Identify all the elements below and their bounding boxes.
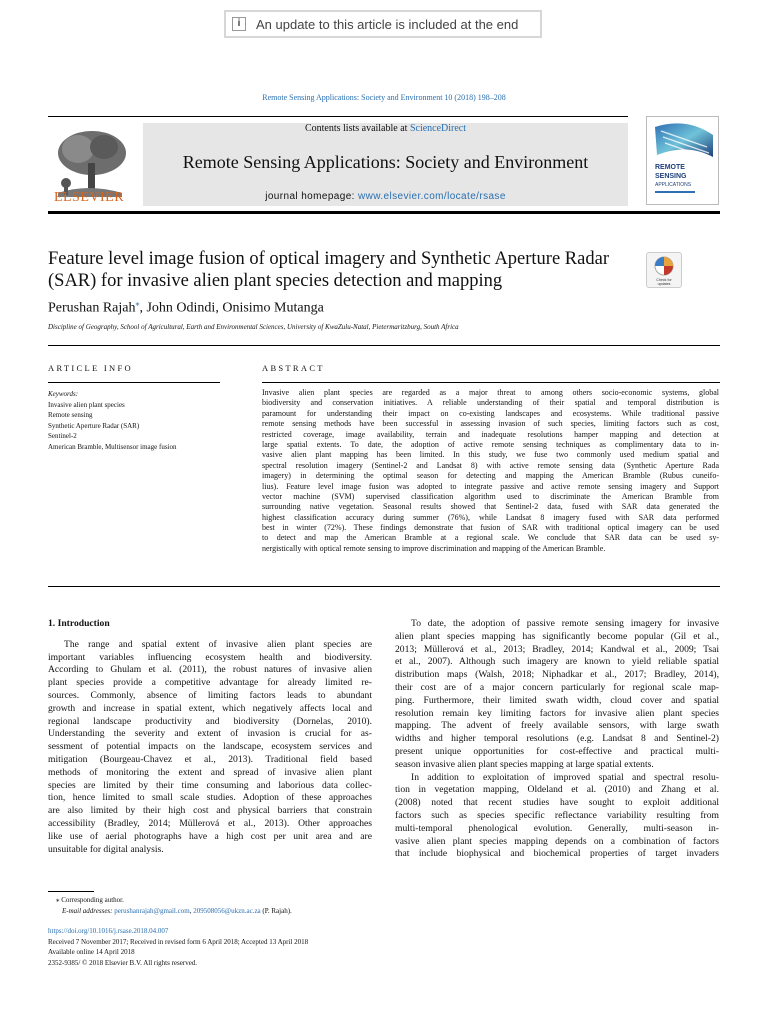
keywords-block	[48, 389, 177, 453]
journal-homepage-link[interactable]: www.elsevier.com/locate/rsase	[358, 191, 506, 202]
abstract-rule	[262, 382, 720, 383]
email-link[interactable]: 209508056@ukzn.ac.za	[193, 906, 261, 915]
body-text-line: resolution remain key limiting factors for invasive alien plant species	[395, 707, 719, 719]
body-text-line: sources. Commonly, absence of limiting factors leads to abundant	[48, 689, 372, 701]
abstract-line: restricted coverage, image availability, terrain and inadequate resolutions hamper mapping and detection at	[262, 429, 719, 439]
received-dates: Received 7 November 2017; Received in revised form 6 April 2018; Accepted 13 April 2018	[48, 937, 309, 946]
abstract-line: vector machine (SVM) supervised classification algorithm used to discriminate the American Bramble from	[262, 491, 719, 501]
body-text-line: In addition to exploitation of improved spatial and spectral resolu-	[411, 771, 719, 783]
body-text-line: mapping. The advent of freely available sensors, with large swath	[395, 720, 719, 732]
body-text-line: their cost are of a major concern particularly for regional scale map-	[395, 681, 719, 693]
body-text-line: are also limited by their high cost and physical barriers that constrain	[48, 805, 372, 817]
abstract-heading: ABSTRACT	[262, 363, 325, 373]
body-text-line: tion in vegetation mapping, Oldeland et al. (2010) and Zhang et al.	[395, 784, 719, 796]
right-column-text	[395, 618, 719, 861]
keyword: Remote sensing	[48, 411, 93, 420]
abstract-bottom-rule	[48, 586, 720, 587]
abstract-line: vasive alien plant mapping has been limited. In this study, we fuse two commonly used medium spatial and	[262, 450, 719, 460]
body-text-line: like use of aerial photographs have a high cost per unit area and are	[48, 830, 372, 842]
body-text-line: To date, the adoption of passive remote sensing imagery for invasive	[411, 618, 719, 629]
journal-cover-thumbnail[interactable]	[646, 116, 719, 205]
keyword: Synthetic Aperture Radar (SAR)	[48, 421, 140, 430]
abstract-line: paramount for understanding their impact on co-existing landscapes and ecosystems. While traditional passive	[262, 408, 719, 418]
email-link[interactable]: perushanrajah@gmail.com	[114, 906, 190, 915]
affiliation: Discipline of Geography, School of Agricultural, Earth and Environmental Sciences, University of KwaZulu-Natal, Pietermaritzburg, South Africa	[48, 323, 459, 331]
body-text-line: The range and spatial extent of invasive alien plant species are	[64, 638, 372, 650]
keyword: Invasive alien plant species	[48, 400, 125, 409]
body-text-line: distribution maps (Walsh, 2018; Niphadkar et al., 2017; Bradley, 2014),	[395, 669, 719, 681]
abstract-line: nergistically with optical remote sensing to improve discrimination and mapping of the American Bramble.	[262, 543, 606, 553]
keywords-label: Keywords:	[48, 390, 79, 398]
body-text-line: 2013; Müllerová et al., 2013; Bradley, 2014; Kandwal et al., 2009; Tsai	[395, 643, 719, 655]
abstract-line: imagery) in determining the optimal season for detecting and mapping the American Bramble (Rubus cuneifo-	[262, 471, 719, 481]
body-text-line: plant species provide a competitive advantage for already limited re-	[48, 677, 372, 689]
body-text-line: important variables influencing ecosystem health and biodiversity.	[48, 651, 372, 663]
crossmark-icon	[647, 253, 681, 287]
publisher-name: ELSEVIER	[53, 190, 125, 205]
body-column-left	[48, 618, 372, 856]
abstract-line: highest classification accuracy during summer (76%), while Landsat 8 imagery fused with SAR data performed	[262, 512, 719, 522]
check-for-updates-button[interactable]	[646, 252, 682, 288]
publication-info	[48, 926, 308, 968]
author[interactable]: John Odindi	[146, 300, 216, 316]
journal-masthead	[143, 123, 628, 206]
body-text-line: vasive alien plant species mapping depends on a combination of factors	[395, 835, 719, 847]
masthead-top-rule	[48, 116, 628, 117]
svg-text:SENSING: SENSING	[655, 173, 687, 180]
article-info-heading: ARTICLE INFO	[48, 363, 133, 373]
corresponding-author-mark[interactable]: ⁎	[135, 299, 140, 308]
email-line: E-mail addresses: perushanrajah@gmail.com, 209508056@ukzn.ac.za (P. Rajah).	[62, 906, 292, 915]
author[interactable]: Perushan Rajah	[48, 300, 136, 316]
body-text-line: (2008) noted that recent studies have sought to exploit additional	[395, 797, 719, 809]
update-banner-text: An update to this article is included at the end	[256, 16, 519, 32]
corresponding-author-note: ⁎ Corresponding author.	[56, 896, 124, 904]
keyword: Sentinel-2	[48, 432, 77, 441]
header-rule	[48, 345, 720, 346]
masthead-bottom-rule	[48, 211, 720, 214]
body-text-line: present unique opportunities for cost-effective and practical multi-	[395, 745, 719, 757]
available-online: Available online 14 April 2018	[48, 948, 135, 957]
svg-text:Check for: Check for	[656, 278, 672, 282]
update-banner[interactable]	[224, 10, 542, 38]
svg-text:REMOTE: REMOTE	[655, 164, 685, 171]
author-list: Perushan Rajah⁎, John Odindi, Onisimo Mutanga	[48, 299, 324, 316]
abstract-line: surrounding native vegetation. Seasonal results showed that Sentinel-2 data, fused with SAR data generated the	[262, 502, 719, 512]
body-text-line: ping. Furthermore, their limited swath width, cloud cover and spatial	[395, 694, 719, 706]
keyword: American Bramble, Multisensor image fusion	[48, 442, 177, 451]
contents-line: Contents lists available at ScienceDirect	[304, 123, 467, 134]
body-text-line: mitigation (Bourgeau-Chavez et al., 2013). Traditional field based	[48, 753, 372, 765]
sciencedirect-link[interactable]: ScienceDirect	[409, 123, 467, 134]
journal-title: Remote Sensing Applications: Society and Environment	[182, 152, 589, 172]
body-text-line: species are limited by their time consuming and laborious data collec-	[48, 779, 372, 791]
body-text-line: widths and higher temporal resolutions (e.g. Landsat 8 and Sentinel-2)	[395, 733, 719, 745]
article-title: Feature level image fusion of optical imagery and Synthetic Aperture Radar (SAR) for invasive alien plant species detection and mapping	[48, 249, 609, 291]
body-text-line: season invasive alien plant species mapping at large spatial extents.	[395, 758, 654, 770]
section-heading-introduction: 1. Introduction	[48, 618, 110, 629]
body-text-line: alien plant species mapping has significantly become popular (Gil et al.,	[395, 630, 719, 642]
body-text-line: that include biophysical and biochemical properties of target invaders	[395, 848, 719, 860]
body-text-line: methods of monitoring the extent and spread of invasive alien plant	[48, 766, 372, 778]
doi-link[interactable]: https://doi.org/10.1016/j.rsase.2018.04.007	[48, 927, 169, 935]
footnotes	[48, 895, 292, 916]
abstract-line: best in winter (72%). These findings demonstrate that fusion of SAR with traditional optical imagery can be used	[262, 523, 719, 533]
body-text-line: multi-temporal phenological evolution. Generally, multi-season in-	[395, 822, 719, 834]
body-text-line: growth and increase in spatial extent, which negatively affects local and	[48, 702, 372, 714]
body-text-line: accessibility (Bradley, 2014; Müllerová et al., 2013). Other approaches	[48, 817, 372, 829]
journal-cover-art-icon	[647, 117, 718, 204]
body-text-line: unsuitable for digital analysis.	[48, 843, 164, 855]
abstract-line: large spatial extents. To date, the adoption of active remote sensing techniques as complimentary data to in-	[262, 439, 719, 449]
article-info-rule	[48, 382, 220, 383]
footnote-rule	[48, 891, 94, 892]
body-text-line: According to Ghulam et al. (2011), the robust natures of invasive alien	[48, 664, 372, 676]
author[interactable]: Onisimo Mutanga	[222, 300, 324, 316]
journal-homepage-line: journal homepage: www.elsevier.com/locate/rsase	[265, 191, 506, 202]
body-text-line: Understanding the severity and extent of invasion is crucial for as-	[48, 728, 372, 740]
body-text-line: et al., 2007). Although such imagery are known to yield reliable spatial	[395, 656, 719, 668]
journal-reference[interactable]: Remote Sensing Applications: Society and Environment 10 (2018) 198–208	[262, 93, 506, 102]
abstract-line: remote sensing methods have been successful in assessing invasion of such species, limiting factors such as cost,	[262, 419, 719, 429]
abstract-text	[262, 388, 719, 554]
svg-text:updates: updates	[657, 282, 671, 286]
copyright: 2352-9385/ © 2018 Elsevier B.V. All rights reserved.	[48, 958, 198, 967]
body-text-line: sessment of potential impacts on the landscape, ecosystem services and	[48, 741, 372, 753]
abstract-line: Invasive alien plant species are regarded as a major threat to among others socio-economic systems, global	[262, 388, 719, 397]
body-text-line: regional landscape productivity and biodiversity (Dornelas, 2010).	[48, 715, 372, 727]
abstract-line: lius). Feature level image fusion was adopted to integrate passive and active remote sensing imagery and Support	[262, 481, 719, 491]
abstract-line: spectral resolution imagery (Sentinel-2 and Landsat 8) with active remote sensing data (Synthetic Aperture Rada	[262, 460, 719, 470]
body-text-line: factors such as species specific reflectance variability resulting from	[395, 809, 719, 821]
svg-text:APPLICATIONS: APPLICATIONS	[655, 182, 692, 188]
body-text-line: tion, hence limited to small scale studies. Adoption of these approaches	[48, 792, 372, 804]
body-column-right	[395, 618, 719, 861]
abstract-line: biodiversity and conservation initiatives. A reliable understanding of their spatial and temporal distribution is	[262, 398, 719, 408]
abstract-line: to detect and map the American Bramble at a regional scale. We conclude that SAR data can be used sy-	[262, 533, 719, 543]
left-column-text	[48, 639, 372, 857]
info-icon: i	[232, 17, 246, 31]
